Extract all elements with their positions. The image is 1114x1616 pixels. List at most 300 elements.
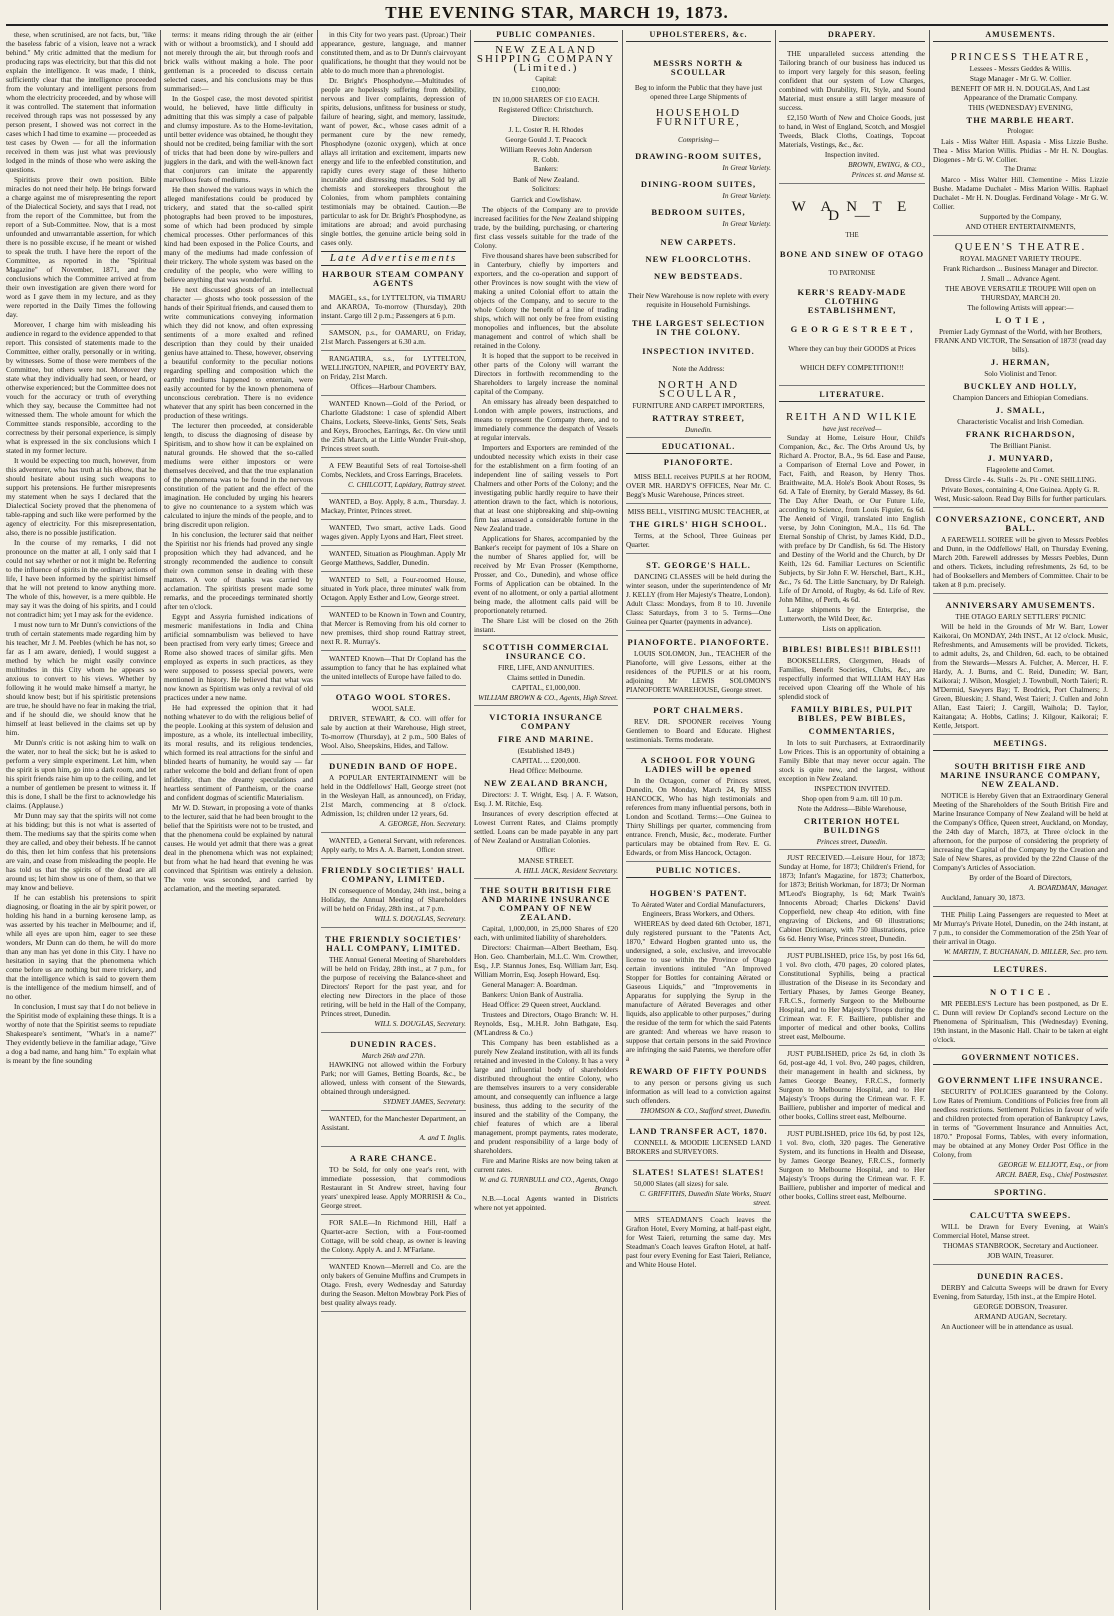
ad-heading: QUEEN'S THEATRE. — [954, 241, 1087, 253]
cast-list: Lais - Miss Walter Hill. Aspasia - Miss Lizzie Bushe. Thea - Miss Marion Willis. Phidias - Mr H. N. Douglas. Diogenes - Mr G. W. Collier. — [933, 137, 1108, 164]
directors-line: George Gould J. T. Peacock — [505, 135, 587, 144]
masthead-title: THE EVENING STAR, MARCH 19, 1873. — [385, 3, 729, 22]
ad-text: This Company has been established as a purely New Zealand institution, with all its funds retained and invested in the Colony. It has a very large and influential body of shareholders distributed throughout the entire Colony, who are themselves insurers to a very considerable amount, and consequently can influence a large business, thus adding to the security of the insured and the stability of the Company, the chief features of which are a liberal management, prompt payments, rates moderate, and prudent responsibility of a large body of shareholders. — [474, 1038, 618, 1155]
ad-text: MAGEL, s.s., for LYTTELTON, via TIMARU and AKAROA, To-morrow (Thursday), 20th instant. Cargo till 2 p.m.; Passengers at 6 p.m. — [321, 293, 466, 320]
label: Capital: — [535, 76, 557, 83]
ad-text: TO be Sold, for only one year's rent, with immediate possession, that commodious Restaurant in St Andrew street, having four years' unexpired lease. Apply MORRISH & Co., George street. — [321, 1165, 466, 1210]
ad-text: Auckland, January 30, 1873. — [941, 893, 1025, 902]
product-line: DINING-ROOM SUITES, — [640, 179, 757, 189]
ad-heading: PRINCESS THEATRE, — [950, 51, 1091, 63]
column-5-upholsterers-education-notices — [626, 30, 771, 1610]
ad-text: JUST PUBLISHED, price 10s 6d, by post 12s, 1 vol. 8vo, cloth, 320 pages. The Generative System, and its functions in Health and Disease, by James George Beaney, F.R.C.S., formerly Surgeon to Melbourne Hospital, and to Her Majesty's Troops during the Crimean war. F. F. Bailliere, publisher and importer of medical and other books, Collins street east, Melbourne. — [779, 1129, 925, 1201]
ad-text: AND OTHER ENTERTAINMENTS, — [965, 222, 1076, 231]
article-paragraph: Mr Dunn's critic is not asking him to walk on the water, nor to heal the sick; but he is asked to perform a very simple experiment. Let him, when the spirit is upon him, go into a dark room, and let his spirit friends raise him up to the ceiling, and let a number of gentlemen be present to witness it. If this is done, I shall be the first to acknowledge his claims. (Applause.) — [6, 738, 156, 810]
ad-text: Lists on application. — [822, 624, 882, 633]
ad-text: Offices—Harbour Chambers. — [350, 382, 437, 391]
ad-text: Princes street, Dunedin. — [816, 837, 888, 846]
capital-value: £100,000: — [531, 85, 561, 94]
ad-text: Champion Dancers and Ethiopian Comedians. — [952, 393, 1089, 402]
ad-text: Supported by the Company, — [979, 212, 1062, 221]
advertisement — [933, 46, 1108, 236]
section-heading: AMUSEMENTS. — [933, 30, 1108, 42]
ad-text: In lots to suit Purchasers, at Extraordinarily Low Prices. This is an opportunity of obtaining a Family Bible that may never occur again. The stock is quite new, and the largest, without exception in New Zealand. — [779, 738, 925, 783]
ad-heading: NEW ZEALAND SHIPPING COMPANY (Limited.) — [476, 44, 616, 74]
ad-text: WANTED, a Boy. Apply, 8 a.m., Thursday. J. Mackay, Printer, Princes street. — [321, 497, 466, 515]
advertisement — [321, 686, 466, 755]
ad-text: Solo Violinist and Tenor. — [984, 369, 1057, 378]
ad-heading: FAMILY BIBLES, PULPIT BIBLES, PEW BIBLES, — [791, 704, 913, 723]
ad-text: Shop open from 9 a.m. till 10 p.m. — [801, 794, 903, 803]
advertisement — [933, 1204, 1108, 1265]
column-4-public-companies — [474, 30, 618, 1610]
ad-heading: HARBOUR STEAM COMPANY AGENTS — [322, 269, 465, 288]
ad-text: Their New Warehouse is now replete with every requisite in Household Furnishings. — [628, 291, 769, 309]
masthead-rule — [6, 24, 1108, 26]
ad-text: MANSE STREET. — [518, 856, 574, 865]
advertisement — [474, 706, 618, 879]
column-divider — [929, 30, 930, 1610]
ad-subheading: NEW ZEALAND BRANCH, — [484, 778, 608, 788]
ad-text: Where they can buy their GOODS at Prices — [788, 344, 916, 353]
ad-text: In the Octagon, corner of Princes street, Dunedin, On Monday, March 24, By MISS HANCOCK, Who has high testimonials and references from many influential persons, both in London and Scotland. Terms:—One Guinea to Thirty Shillings per quarter, commencing from entrance. French, Music, &c., moderate. Further particulars may be obtained from Rev. E. G. Edwards, or from Miss Hancock, Octagon. — [626, 776, 771, 857]
ad-heading: INSPECTION INVITED. — [642, 346, 755, 356]
ad-text: Five thousand shares have been subscribed for in Canterbury, chiefly by importers and exporters, and the co-operation and support of other Provinces is now sought with the view of making a united Colonial effort to attain the objects of the Company, and to secure to the whole Colony the benefit of a line of trading ships, which will not only be free from existing monopolies and influences, but the absolute management and control of which shall be retained in the Colony. — [474, 251, 618, 350]
ad-heading: DUNEDIN RACES. — [350, 1039, 437, 1049]
ad-text: By order of the Board of Directors, — [969, 873, 1072, 882]
ad-heading: GOVERNMENT LIFE INSURANCE. — [937, 1075, 1104, 1085]
ad-text: The Share List will be closed on the 26th instant. — [474, 616, 618, 634]
ad-text: The following Artists will appear:— — [967, 303, 1074, 312]
ad-text: HAWKING not allowed within the Forbury Park; nor will Games, Betting Boards, &c., be allowed, unless with consent of the Stewards, obtained through undersigned. — [321, 1060, 466, 1096]
performer-name: FRANK RICHARDSON, — [965, 429, 1076, 439]
solicitors-text: Garrick and Cowlishaw. — [510, 195, 582, 204]
ad-text: Will be held in the Grounds of Mr W. Barr, Lower Kaikorai, On MONDAY, 24th INST., At 12 o'clock. Music, Refreshments, and Amusements will be provided. Tickets, to admit adults, 2s, and Children, 6d. each, to be obtained from the Stewards—Messrs A. Fulcher, A. Mercer, H. F. Hardy, A. J. Burns, and C. Reid, Dunedin; W. Barr, Kaikorai; J. Wilson, Mosgiel; J. Townbull, North Taieri; R. M'Dermid, Sawyers Bay; T. Brodrick, Port Chalmers; J. Green, Blueskin; J. Shand, West Taieri; J. Cullen and John Allan, East Taieri; J. Cargill, Waihola; D. Taylor, Kaitangata; A. Hobbs, Catlins; J. Kilgour, Kaikorai; F. Kettle, Jetsport. — [933, 622, 1108, 730]
section-heading: SPORTING. — [933, 1188, 1108, 1200]
ad-heading: PIANOFORTE. — [663, 457, 734, 467]
advertisement — [933, 981, 1108, 1049]
advertisement — [474, 879, 618, 1216]
ad-text: MRS STEADMAN'S Coach leaves the Grafton Hotel, Every Morning, at half-past eight, for West Taieri, returning the same day. Mrs Steadman's Coach leaves Grafton Hotel, at half-past four every Evening for East Taieri, Reliance, and White House Hotel. — [626, 1215, 771, 1269]
product-line: NEW FLOORCLOTHS. — [645, 254, 752, 264]
ad-heading: SCOTTISH COMMERCIAL INSURANCE CO. — [482, 642, 610, 661]
ad-text: 50,000 Slates (all sizes) for sale. — [634, 1179, 729, 1188]
advertisement — [321, 651, 466, 686]
advertisement — [321, 458, 466, 494]
article-paragraph: Moreover, I charge him with misleading his audience in regard to the evidence appended to that report. This consisted of statements made to the Committee, either orally, personally or in writing, by witnesses. Some of those were members of the Committee, but others were not. Moreover they state what they individually had seen, or heard, or otherwise experienced; but the Committee does not vouch for the accuracy or truth of everything which they say, because the Committee had not witnessed them. The whole amount for which the Committee stands responsible, according to the correctness by their personal experience, is simply what is expressed in the six conclusions which I stated in my former lecture. — [6, 320, 156, 455]
article-paragraph: It would be expecting too much, however, from this adventurer, who has truth at his elbow, that he should hesitate about using such weapons to support his pretensions. He further misrepresents my statement when he says I declared that the Dialectical Society proved that the phenomena of table-rapping and such like were performed by the agency of electricity. For this misrepresentation, also, there is no possible justification. — [6, 456, 156, 537]
ad-text: MISS BELL receives PUPILS at her ROOM, OVER MR. HARDY'S OFFICES, Near Mr. C. Begg's Music Warehouse, Princes street. — [626, 472, 771, 499]
advertisement — [933, 1265, 1108, 1335]
ad-heading: ST. GEORGE'S HALL. — [646, 560, 751, 570]
ad-heading: RATTRAY STREET, — [652, 413, 745, 423]
ad-signature: C. CHILCOTT, Lapidary, Rattray street. — [348, 480, 466, 489]
ad-text: A FAREWELL SOIREE will be given to Messrs Peebles and Dunn, in the Oddfellows' Hall, on Thursday Evening, March 20th. Farewell addresses by Messrs Peebles, Dunn and others. Tickets, including refreshments, 2s 6d, to be had of Booksellers and Members of Committee. Chair to be taken at 8 p.m. precisely. — [933, 535, 1108, 589]
advertisement — [321, 1259, 466, 1312]
ad-heading: LAND TRANSFER ACT, 1870. — [629, 1126, 768, 1136]
ad-text: Importers and Exporters are reminded of the undoubted necessity which exists in their case for the establishment on a firm footing of an independent line of sailing vessels to Port Chalmers and other Ports of the Colony; and the investigating public hardly require to have their attention drawn to the fact, which is notorious, that at least one shipbreaking and ship-owning firm has amassed a considerable fortune in the New Zealand trade. — [474, 443, 618, 533]
ad-heading: MESSRS NORTH & SCOULLAR — [653, 58, 744, 77]
ad-text: Stage Manager - Mr G. W. Collier. — [969, 74, 1072, 83]
ad-heading: THE FRIENDLY SOCIETIES' HALL COMPANY, LIMITED. — [325, 934, 462, 953]
ad-text: WANTED, Situation as Ploughman. Apply Mr George Matthews, Saddler, Dunedin. — [321, 549, 466, 567]
advertisement — [933, 594, 1108, 735]
ad-signature: W. MARTIN, T. BUCHANAN, D. MILLER, Sec. pro tem. — [943, 947, 1108, 956]
column-2-lecture-report — [164, 30, 313, 1610]
ad-text: Large shipments by the Enterprise, the Lutterworth, the Wild Deer, &c. — [779, 605, 925, 623]
advertisement — [779, 1126, 925, 1205]
ad-text: Capital, 1,000,000, in 25,000 Shares of £20 each, with unlimited liability of shareholders. — [474, 924, 618, 942]
section-heading: DRAPERY. — [779, 30, 925, 42]
ad-text: WANTED, a General Servant, with references. Apply early, to Mrs A. A. Barnett, London street. — [321, 836, 466, 854]
advertisement — [321, 520, 466, 546]
ad-text: Note the Address—Bible Warehouse, — [797, 804, 907, 813]
ad-text: In Great Variety. — [722, 219, 771, 228]
ad-text: Comprising— — [678, 135, 719, 144]
ad-text: J. Small ... Advance Agent. — [980, 274, 1061, 283]
ad-text: WHEREAS by deed dated 6th October, 1871, duly registered pursuant to the "Patents Act, 1870," Edward Hogben granted unto us, the undersigned, a sole, exclusive, and irrevocable license to use within the Province of Otago certain inventions intituled "An Improved Stopper for Bottles for containing Aërated or Gaseous Liquids," and "Improvements in Apparatus for supplying the Syrup in the manufacture of Aërated Beverages and other liquids, also applicable to other purposes," during the residue of the term for which the said Patents are granted: And whereas we have reason to suppose that certain persons in the said Province are infringing the said Patents, we therefore offer a — [626, 919, 771, 1063]
article-paragraph: Mr Dunn may say that the spirits will not come at his bidding; but this is not what is asserted of them. The mediums say that the spirits come when they are called, and obey their behests. If he cannot do this, then let him confess that his pretensions are vain, and cease from misleading the people. He has told us that the spirits of the dead are all around us; let him show us one of them, so that we may know and believe. — [6, 811, 156, 892]
advertisement — [321, 572, 466, 607]
ad-heading: SLATES! SLATES! SLATES! — [632, 1167, 765, 1177]
shares-text: IN 10,000 SHARES OF £10 EACH. — [492, 95, 600, 104]
ad-text: BENEFIT OF MR H. N. DOUGLAS, And Last Appearance of the Dramatic Company. — [951, 84, 1090, 102]
advertisement — [626, 469, 771, 504]
ad-text: Lessees - Messrs Geddes & Willis. — [969, 64, 1072, 73]
advertisement — [321, 1111, 466, 1147]
ad-text: The Brilliant Pianist. — [989, 441, 1051, 450]
ad-text: MR PEEBLES'S Lecture has been postponed, as Dr E. C. Dunn will review Dr Copland's second Lecture on the Phenomena of Spiritualism, This (Wednesday) Evening, 19th instant, in the Masonic Hall. Chair to be taken at eight o'clock. — [933, 999, 1108, 1044]
advertisement — [933, 236, 1108, 508]
label: Solicitors: — [532, 186, 560, 193]
article-paragraph: The lecturer then proceeded, at considerable length, to discuss the diagnosing of disease by Spiritism, and to show how it can be explained on natural grounds. He showed that the so-called mediums were either impostors or were themselves deceived, and that the true explanation of the phenomena was to be found in the nervous constitution of the patient and the effect of the imagination. He concluded by urging his hearers to give no countenance to a system which was calculated to injure the minds of the people, and to bring discredit upon religion. — [164, 421, 313, 529]
advertisement — [321, 1147, 466, 1215]
ad-text: Dress Circle - 4s. Stalls - 2s. Pit - ONE SHILLING. — [944, 475, 1097, 484]
advertisement — [321, 755, 466, 833]
ad-signature: A. and T. Inglis. — [419, 1133, 466, 1142]
ad-text: THIS (WEDNESDAY) EVENING, — [968, 103, 1073, 112]
performer-name: J. HERMAN, — [990, 357, 1051, 367]
ad-heading: THE GIRLS' HIGH SCHOOL. — [629, 519, 768, 529]
ad-signature: SYDNEY JAMES, Secretary. — [383, 1097, 466, 1106]
column-divider — [317, 30, 318, 1610]
advertisement — [626, 46, 771, 438]
ad-text: SECURITY of POLICIES guaranteed by the Colony. Low Rates of Premium. Conditions of Policies free from all needless restrictions. Settlement Policies in favour of wife and children protected from operation of Bankruptcy Laws, in terms of "Government Insurance and Annuities Act, 1870." Proposal Forms, Tables, with every information, may be obtained at any Money Order Post Office in the Colony, from — [933, 1087, 1108, 1159]
advertisement — [626, 699, 771, 749]
book-list: Sunday at Home, Leisure Hour, Child's Companion, &c., &c. The Orbs Around Us, by Richard A. Proctor, B.A., 9s 6d. Ease and Pause, a Comparison of Eternal Love and Power, in Fact, Faith, and Reason, by Henry Thos. Braithwaite, M.A. Hole's Book About Roses, 9s 6d. A Tale of Eternity, by Gerald Massey, 8s 6d. The Day After Death, or Our Future Life, according to Science, from Louis Figuier, 6s 6d. The Aeneid of Virgil, translated into English verse, by John Conington, M.A., 11s 6d. The Eternal Sonship of Christ, by James Kidd, D.D., with preface by Dr Candlish, 6s 6d. The History and Destiny of the World and the Church, by Dr Keith, 12s 6d. Familiar Lectures on Scientific Subjects, by Sir John F. W. Herschel, Bart., K.H., &c., 7s 6d. The Little Sanctuary, by Dr Raleigh. Life of Dr Arnold, of Rugby, 4s 6d. Life of Rev. John Milne, of Perth, 4s 6d. — [779, 433, 925, 604]
ad-text: NOTICE is Hereby Given that an Extraordinary General Meeting of the Shareholders of the South British Fire and Marine Insurance Company of New Zealand will be held at the Company's Office, Queen street, Auckland, on Monday, the 24th day of March, 1873, at Three o'clock in the afternoon, for the purpose of considering the propriety of increasing the Capital of the Company by the Creation and Sale of New Shares, as provided by the 22nd Clause of the Company's Articles of Association. — [933, 791, 1108, 872]
column-6-drapery-literature — [779, 30, 925, 1610]
ad-signature: JOB WAIN, Treasurer. — [987, 1251, 1054, 1260]
ad-signature: WILL S. DOUGLAS, Secretary. — [374, 1019, 466, 1028]
ad-text: WANTED, Two smart, active Lads. Good wages given. Apply Lyons and Hart, Fleet street. — [321, 523, 466, 541]
ad-text: To Aërated Water and Cordial Manufacturers, Engineers, Brass Workers, and Others. — [631, 900, 766, 918]
advertisement — [321, 396, 466, 458]
section-heading: UPHOLSTERERS, &c. — [626, 30, 771, 42]
ad-heading: G E O R G E S T R E E T , — [790, 324, 914, 334]
ad-signature: Princes st. and Manse st. — [851, 170, 925, 179]
advertisement — [933, 755, 1108, 907]
ad-text: WANTED, for the Manchester Department, an Assistant. — [321, 1114, 466, 1132]
ad-heading: COMMENTARIES, — [808, 726, 896, 736]
advertisement — [626, 554, 771, 631]
advertisement — [321, 351, 466, 396]
ad-text: WANTED Known—Merrell and Co. are the only bakers of Genuine Muffins and Crumpets in Otago. Fresh, every Wednesday and Saturday during the Season. Melton Mowbray Pork Pies of best quality always ready. — [321, 1262, 466, 1307]
ad-heading: CONVERSAZIONE, CONCERT, AND BALL. — [935, 514, 1106, 533]
advertisement — [321, 546, 466, 572]
directors-line: J. L. Coster R. H. Rhodes — [508, 125, 584, 134]
ad-heading: FRIENDLY SOCIETIES' HALL COMPANY, LIMITED. — [321, 865, 466, 884]
bankers-text: Bank of New Zealand. — [512, 175, 580, 184]
ad-heading: ANNIVERSARY AMUSEMENTS. — [945, 600, 1096, 610]
ad-text: FURNITURE AND CARPET IMPORTERS, — [632, 401, 765, 410]
article-paragraph: I must now turn to Mr Dunn's convictions of the truth of certain statements made regarding him by his teacher, Mr J. M. Peebles (which he has not, so far as I am aware, denied), I would suggest a method by which he might easily convince multitudes in this City whom he appears so anxious to convert to his views. Whether by following it he would make himself a martyr, he should know best; but if his spiritistic pretensions are true, he should have no fear in making the trial, and if he should die, we should know that he himself at least believed in the claims set up by him. — [6, 620, 156, 737]
ad-text: Insurances of every description effected at Lowest Current Rates, and Claims promptly settled. Loans can be made payable in any part of New Zealand or Australian Colonies. — [474, 809, 618, 845]
ad-signature: A. GEORGE, Hon. Secretary. — [379, 819, 466, 828]
ad-text: ROYAL MAGNET VARIETY TROUPE. — [959, 254, 1082, 263]
ad-text: to any person or persons giving us such information as will lead to a conviction against such offenders. — [626, 1078, 771, 1105]
advertisement — [321, 1215, 466, 1259]
article-paragraph: terms: it means riding through the air (either with or without a broomstick), and I should add not merely through the air, but through roofs and brick walls without making a hole. The poor gentleman is a proceeded to discuss certain selected cases, and his conclusions may be thus summarised:— — [164, 30, 313, 93]
article-paragraph: Mr W. D. Stewart, in proposing a vote of thanks to the lecturer, said that he had been brought to the belief that the Spiritists were not to be trusted, and that the phenomena could be explained by natural causes. He would yet admit that there was a great deal in the phenomena which was not explained; but from what he had heard that evening he was convinced that Spiritism was entirely a delusion. The vote was seconded, and carried by acclamation, and the meeting separated. — [164, 803, 313, 893]
product-line: NEW CARPETS. — [660, 237, 737, 247]
column-3-late-advertisements — [321, 30, 466, 1610]
ad-heading: REITH AND WILKIE — [786, 411, 918, 423]
ad-text: Inspection invited. — [824, 150, 880, 159]
ad-text: THE Annual General Meeting of Shareholders will be held on Friday, 28th inst., at 7 p.m., for the purpose of receiving the Balance-sheet and Directors' Report for the past year, and for electing new Directors in the place of those retiring, will be held in the Hall of the Company, Princes street, Dunedin. — [321, 955, 466, 1018]
article-paragraph: In the course of my remarks, I did not pronounce on the matter at all, I only said that I could not say whether or not it might be. Referring to the influence of spirits in the ordinary actions of life, I have been informed by the spiritist himself that he will not pretend to know anything more. The whole of this, however, is a mere quibble. He may say it was the doing of his spirits, and I could not contradict him; yet I may ask for the evidence. — [6, 538, 156, 619]
ad-text: WHICH DEFY COMPETITION!!! — [800, 363, 904, 372]
ad-text: LOUIS SOLOMON, Jun., TEACHER of the Pianoforte, will give Lessons, either at the residences of the PUPILS or at his room, adjoining Mr LEWIS SOLOMON'S PIANOFORTE WAREHOUSE, George street. — [626, 649, 771, 694]
advertisement — [779, 184, 925, 386]
label: Directors: — [532, 116, 560, 123]
ad-text: CONNELL & MOODIE LICENSED LAND BROKERS and SURVEYORS. — [626, 1138, 771, 1156]
article-paragraph: In his conclusion, the lecturer said that neither the Spiritist nor his friends had proved any single proposition which they had advanced, and he strongly recommended the audience to consult their own common sense in dealing with these matters. A vote of thanks was carried by acclamation. The spiritists present made some remarks, and the proceedings terminated shortly after ten o'clock. — [164, 530, 313, 611]
advertisement — [779, 850, 925, 948]
ad-heading: BIBLES! BIBLES!! BIBLES!!! — [782, 644, 922, 654]
ad-signature: THOMSON & CO., Stafford street, Dunedin. — [639, 1106, 771, 1115]
ad-text: Directors: J. T. Wright, Esq. | A. F. Watson, Esq. J. M. Ritchie, Esq. — [474, 790, 618, 808]
ad-text: IN consequence of Monday, 24th inst., being a Holiday, the Annual Meeting of Shareholders will be held on Friday, 28th inst., at 7 p.m. — [321, 886, 466, 913]
column-divider — [622, 30, 623, 1610]
ad-signature: WILLIAM BROWN & CO., Agents, High Street. — [478, 693, 618, 702]
column-divider — [160, 30, 161, 1610]
ad-text: WANTED to Sell, a Four-roomed House, situated in York place, three minutes' walk from Octagon. Apply Esther and Low, George street. — [321, 575, 466, 602]
label: Prologue: — [1007, 128, 1034, 135]
product-line: BEDROOM SUITES, — [651, 207, 746, 217]
ad-signature: A. HILL JACK, Resident Secretary. — [515, 866, 618, 875]
section-heading: MEETINGS. — [933, 739, 1108, 751]
section-heading: PUBLIC NOTICES. — [626, 866, 771, 878]
article-paragraph: Dr. Bright's Phosphodyne.—Multitudes of people are hopelessly suffering from debility, nervous and liver complaints, depression of spirits, delusions, unfitness for business or study, failure of hearing, sight, and memory, lassitude, want of power, &c., whose cases admit of a permanent cure by the new remedy, Phosphodyne (ozonic oxygen), which at once allays all irritation and excitement, imparts new energy and life to the enfeebled constitution, and rapidly cures every stage of these hitherto incurable and distressing maladies. Sold by all chemists and storekeepers throughout the Colonies, from whom pamphlets containing testimonials may be obtained. Caution.—Be particular to ask for Dr. Bright's Phosphodyne, as imitations are abroad; and avoid purchasing single bottles, the genuine article being sold in cases only. — [321, 76, 466, 247]
ad-text: The objects of the Company are to provide increased facilities for the New Zealand shipping trade, by the building, purchasing, or chartering first class vessels suitable for the trade of the Colony. — [474, 205, 618, 250]
article-paragraph: in this City for two years past. (Uproar.) Their appearance, gesture, language, and manner constituted them, and as to Dr Dunn's clairvoyant qualifications, he thought that they would not be able to do much more than a phrenologist. — [321, 30, 466, 75]
performer-name: J. SMALL, — [995, 405, 1046, 415]
ad-text: Head Office: 29 Queen street, Auckland. — [482, 1000, 601, 1009]
ad-text: INSPECTION INVITED. — [814, 784, 890, 793]
ad-text: CAPITAL, £1,000,000. — [511, 683, 581, 692]
ad-text: SAMSON, p.s., for OAMARU, on Friday, 21st March. Passengers at 6.30 a.m. — [321, 328, 466, 346]
ad-text: Frank Richardson ... Business Manager and Director. — [943, 264, 1098, 273]
directors-line: R. Cobb. — [532, 155, 560, 164]
article-paragraph: In conclusion, I must say that I do not believe in the Spiritist mode of explaining these things. It is a worthy of note that the Spiritist seems to repudiate Shakespeare's sentiment, "What's in a name?" They evidently believe in the familiar adage, "Give a dog a bad name, and hang him." To explain what is meant by the fine sounding — [6, 1002, 156, 1065]
ad-heading: THE MARBLE HEART. — [966, 115, 1075, 125]
advertisement — [933, 508, 1108, 594]
ad-text: CAPITAL ... £200,000. — [511, 756, 581, 765]
advertisement — [321, 859, 466, 928]
ad-heading: DUNEDIN RACES. — [977, 1271, 1064, 1281]
article-paragraph: Egypt and Assyria furnished indications of mesmeric manifestations in India and China artificial somnambulism was believed to have been practised from very early times; Greece and Rome also showed traces of similar gifts. Men employed as experts in such practices, as they were supposed to possess special powers, were mentioned in history. He believed that what was now known as Spiritism was only a revival of old practices under a new name. — [164, 612, 313, 702]
advertisement — [321, 833, 466, 859]
ad-heading: A RARE CHANCE. — [350, 1153, 437, 1163]
advertisement — [321, 928, 466, 1033]
ad-signature: A. BOARDMAN, Manager. — [1029, 883, 1108, 892]
ad-heading: THE LARGEST SELECTION IN THE COLONY. — [631, 318, 766, 337]
section-heading: LITERATURE. — [779, 390, 925, 402]
ad-text: In Great Variety. — [722, 163, 771, 172]
advertisement — [933, 907, 1108, 961]
performer-name: L O T I E , — [995, 315, 1046, 325]
advertisement — [321, 607, 466, 651]
ad-text: Premier Lady Gymnast of the World, with her Brothers, FRANK AND VICTOR, The Sensation of 1873! (read day bills). — [934, 327, 1107, 354]
ad-text: In Great Variety. — [722, 191, 771, 200]
ad-text: Bankers: Union Bank of Australia. — [482, 990, 584, 999]
ad-heading: NORTH AND SCOULLAR, — [657, 379, 740, 400]
ad-heading: PORT CHALMERS. — [653, 705, 744, 715]
article-paragraph: He then showed the various ways in which the alleged manifestations could be produced by trickery, and stated that the so-called spirit photographs had been proved to be impostures, some of which had been produced by simple chemical processes. Other performances of this kind had been exposed in the Police Courts, and many of the mediums had made confession of their trickery. The whole system was based on the credulity of the people, who were willing to believe anything that was wonderful. — [164, 185, 313, 284]
ad-subheading: FIRE, LIFE, AND ANNUITIES. — [497, 663, 595, 672]
ad-heading: CALCUTTA SWEEPS. — [969, 1210, 1072, 1220]
advertisement — [779, 1046, 925, 1126]
office-text: Registered Office: Christchurch. — [498, 105, 594, 114]
ad-subheading: FIRE AND MARINE. — [497, 734, 595, 744]
ad-text: TO PATRONISE — [828, 270, 876, 277]
ad-heading: BONE AND SINEW OF OTAGO — [779, 249, 925, 259]
ad-text: THE — [845, 232, 859, 239]
advertisement — [626, 1212, 771, 1273]
advertisement — [626, 749, 771, 862]
ad-text: DERBY and Calcutta Sweeps will be drawn for Every Evening, from Saturday, 15th inst., at the Empire Hotel. — [933, 1283, 1108, 1301]
ad-text: RANGATIRA, s.s., for LYTTELTON, WELLINGTON, NAPIER, and POVERTY BAY, on Friday, 21st March. — [321, 354, 466, 381]
article-paragraph: these, when scrutinised, are not facts, but, "like the baseless fabric of a vision, leave not a wrack behind." My critic admitted that the medium for producing raps was electricity, but that this did not explain the intelligence. It was made, I think, sufficiently clear that the intelligence proceeded from the voluntary and intelligent persons from whom the electricity proceeded, and by whose will it was controlled. The statement that information received through raps was not possessed by any person present, I showed was not correct in the cases which I had time to examine — proceeded as test cases by Owen — for all the information received in them was just what was previously lodged in the minds of those who were asking the questions. — [6, 30, 156, 174]
advertisement — [474, 635, 618, 706]
ad-signature: C. GRIFFITHS, Dunedin Slate Works, Stuart street. — [639, 1189, 771, 1207]
label: Office: — [536, 847, 556, 854]
ad-text: Dunedin. — [685, 425, 712, 434]
section-heading: PUBLIC COMPANIES. — [474, 30, 618, 42]
advertisement — [626, 631, 771, 699]
ad-text: have just received— — [822, 424, 882, 433]
ad-text: WANTED to be Known in Town and Country, that Mercer is Removing from his old corner to new premises, third shop round Rattray street, next R. R. Murray's. — [321, 610, 466, 646]
ad-text: THE unparalleled success attending the Tailoring branch of our business has induced us to import very largely for this season, feeling confident that our system of Low Charges, combined with Durability, Fit, Style, and Sound Material, must ensure a still larger measure of success. — [779, 49, 925, 112]
ad-text: JUST PUBLISHED, price 2s 6d, in cloth 3s 6d, post-age 4d, 1 vol. 8vo, 240 pages, children, their management in health and sickness, by James George Beaney, F.R.C.S., formerly Surgeon to Melbourne Hospital, and to Her Majesty's Troops during the Crimean war. F. F. Bailliere, publisher and importer of medical and other books, Collins street east, Melbourne. — [779, 1049, 925, 1121]
ad-text: N.B.—Local Agents wanted in Districts where not yet appointed. — [474, 1194, 618, 1212]
ad-heading: CRITERION HOTEL BUILDINGS — [803, 816, 901, 835]
column-1-lecture-report — [6, 30, 156, 1610]
ad-heading: N O T I C E . — [989, 987, 1052, 997]
ad-signature: GEORGE W. ELLIOTT, Esq., or from — [998, 1160, 1108, 1169]
label: Bankers: — [533, 166, 559, 173]
ad-text: Directors: Chairman—Albert Beetham, Esq. Hon. Geo. Chamberlain, M.L.C. Wm. Crowther, Esq., J.P. Stannus Jones, Esq. William Jarr, Esq. William Morrin, Esq. Joseph Howard, Esq. — [474, 943, 618, 979]
masthead — [0, 0, 1114, 24]
ad-text: Head Office: Melbourne. — [509, 766, 583, 775]
cast-list: Marco - Miss Walter Hill. Clementine - Miss Lizzie Bushe. Madame Duchalet - Miss Marion Willis. Raphael Duchalet - Mr H. N. Douglas. Ferdinand Volage - Mr G. W. Collier. — [933, 175, 1108, 211]
ad-text: Beg to inform the Public that they have just opened three Large Shipments of — [634, 83, 763, 101]
ad-heading: THE SOUTH BRITISH FIRE AND MARINE INSURANCE COMPANY OF NEW ZEALAND. — [480, 885, 612, 922]
ad-text: BOOKSELLERS, Clergymen, Heads of Families, Benefit Societies, Clubs, &c., are respectfully informed that WILLIAM HAY Has received upon Clearing off the Whole of his splendid stock of — [779, 656, 925, 701]
article-paragraph: If he can establish his pretensions to spirit diagnosing, or floating in the air by spirit power, or holding his hand in a burning kerosene lamp, as was asserted by his teacher in Melbourne; and if, while all eyes are upon him, eager to see these wonders, Mr Dunn can do them, he will do more than any man has yet done in this City. I have no hesitation in saying that the phenomena which come before us are nothing but mere trickery, and that the intelligence which is said to govern them is the intelligence of the medium himself, and of no other. — [6, 893, 156, 1001]
advertisement — [779, 948, 925, 1046]
ad-signature: ARCH. BAER, Esq., Chief Postmaster. — [995, 1170, 1108, 1179]
advertisement — [779, 46, 925, 184]
ad-text: Claims settled in Dunedin. — [507, 673, 585, 682]
section-heading: EDUCATIONAL. — [626, 442, 771, 454]
ad-text: THE Philip Laing Passengers are requested to Meet at Mr Murray's Private Hotel, Dunedin, on the 24th instant, at 7 p.m., to consider the Commemoration of the 25th Year of their arrival in Otago. — [933, 910, 1108, 946]
article-paragraph: Spiritists prove their own position. Bible miracles do not need their help. He brings forward a charge against me of misrepresenting the report of the Dialectical Society, and says that I read, not from the report of the Committee, but from the report of a Sub-Committee. Now, that is a most unfounded and unwarrantable assertion, for which there is no possible excuse, if he meant or wished to speak the truth. I have here the report of the Committee, as reported in the "Spiritual Magazine" of November, 1871, and the conclusions which the Committee arrived at from their own investigation are given there word for word as I gave them in my lecture, and as they were reported in the Daily Times the following day. — [6, 175, 156, 319]
ad-heading: OTAGO WOOL STORES. — [335, 692, 452, 702]
ad-text: WANTED Known—Gold of the Period, or Charlotte Gladstone: 1 case of splendid Albert Chains, Lockets, Sleeve-links, Gents' Sets, Seals and Keys, Brooches, Earrings, &c. On view until the 25th March, at the Little Wonder Fruit-shop, Princes street south. — [321, 399, 466, 453]
ad-signature: GEORGE DOBSON, Treasurer. — [973, 1302, 1068, 1311]
advertisement — [321, 1033, 466, 1111]
advertisement — [626, 882, 771, 1120]
ad-text: £2,150 Worth of New and Choice Goods, just to hand, in West of England, Scotch, and Mosgiel Tweeds, Black Cloths, Coatings, Topcoat Materials, Vestings, &c., &c. — [779, 113, 925, 149]
performer-name: J. MUNYARD, — [987, 453, 1054, 463]
ad-text: JUST PUBLISHED, price 15s, by post 16s 6d, 1 vol. 8vo cloth, 470 pages, 20 colored plates, Constitutional Syphilis, being a practical illustration of the Disease in its Secondary and Tertiary Phases, by James George Beaney, F.R.C.S., formerly Surgeon to the Melbourne Hospital, and to Her Majesty's Troops during the Crimean war. F. F. Bailliere, publisher and importer of medical and other books, Collins street east, Melbourne. — [779, 951, 925, 1041]
directors-line: William Reeves John Anderson — [500, 145, 592, 154]
product-line: DRAWING-ROOM SUITES, — [635, 151, 762, 161]
advertisement — [626, 504, 771, 554]
ad-text: Fire and Marine Risks are now being taken at current rates. — [474, 1156, 618, 1174]
ad-heading: HOUSEHOLD FURNITURE, — [655, 107, 742, 128]
column-divider — [775, 30, 776, 1610]
ad-heading: DUNEDIN BAND OF HOPE. — [329, 761, 458, 771]
performer-name: BUCKLEY AND HOLLY, — [963, 381, 1078, 391]
ad-text: REV. DR. SPOONER receives Young Gentlemen to Board and Educate. Highest testimonials. Terms moderate. — [626, 717, 771, 744]
advertisement — [321, 290, 466, 325]
ad-text: A FEW Beautiful Sets of real Tortoise-shell Combs, Necklets, and Cross Earrings, Bracelets. — [321, 461, 466, 479]
ad-text: JUST RECEIVED.—Leisure Hour, for 1873; Sunday at Home, for 1873; Children's Friend, for 1873; Infant's Magazine, for 1873; Chatterbox, for 1873; British Workman, for 1873; Dr Norman M'Leod's Biography, 1s 6d; Mark Twain's Innocents Abroad; Charles Dickens' David Copperfield, new cheap 4to edition, with fine engraving of Dickens, and 60 illustrations; Cabinet Dictionary, with 750 illustrations, price 6s 6d. Henry Wise, Princes street, Dunedin. — [779, 853, 925, 943]
ad-heading: REWARD OF FIFTY POUNDS — [629, 1066, 768, 1076]
ad-text: An Auctioneer will be in attendance as usual. — [941, 1322, 1074, 1331]
ad-signature: THOMAS STANBROOK, Secretary and Auctioneer. — [942, 1241, 1099, 1250]
advertisement — [321, 325, 466, 351]
ad-text: A POPULAR ENTERTAINMENT will be held in the Oddfellows' Hall, George street (not in the Wesleyan Hall, as announced), on Friday, 21st March, commencing at 8 o'clock. Admission, 1s; children under 12 years, 6d. — [321, 773, 466, 818]
ad-subheading: March 26th and 27th. — [361, 1051, 426, 1060]
column-divider — [470, 30, 471, 1610]
ad-text: It is hoped that the support to be received in other parts of the Colony will warrant the Directors in forthwith recommending to the Shareholders to largely increase the nominal capital of the Company. — [474, 351, 618, 396]
ad-text: WILL be Drawn for Every Evening, at Wain's Commercial Hotel, Manse street. — [933, 1222, 1108, 1240]
ad-text: Note the Address: — [672, 364, 725, 373]
ad-text: General Manager: A. Boardman. — [482, 980, 578, 989]
ad-text: Private Boxes, containing 4, One Guinea. Apply G. R. West, Music-saloon. Read Day Bills for further particulars. — [934, 485, 1107, 503]
ad-heading: KERR'S READY-MADE CLOTHING ESTABLISHMENT, — [797, 287, 907, 315]
ad-signature: ARMAND AUGAN, Secretary. — [974, 1312, 1067, 1321]
ad-heading: VICTORIA INSURANCE COMPANY — [489, 712, 603, 731]
advertisement — [626, 1120, 771, 1161]
product-line: NEW BEDSTEADS. — [654, 271, 743, 281]
ad-heading: SOUTH BRITISH FIRE AND MARINE INSURANCE COMPANY, NEW ZEALAND. — [940, 761, 1101, 789]
ad-text: Flageolette and Cornet. — [986, 465, 1055, 474]
ad-text: THE ABOVE VERSATILE TROUPE Will open on THURSDAY, MARCH 20. — [945, 284, 1096, 302]
ad-text: WANTED Known—That Dr Copland has the assumption to fancy that he has explained what the united intellects of Europe have failed to do. — [321, 654, 466, 681]
advertisement — [779, 638, 925, 850]
advertisement — [779, 406, 925, 638]
ad-text: Characteristic Vocalist and Irish Comedian. — [957, 417, 1084, 426]
advertisement — [626, 1161, 771, 1212]
ad-subheading: THE OTAGO EARLY SETTLERS' PICNIC — [955, 612, 1086, 621]
ad-text: FOR SALE—In Richmond Hill, Half a Quarter-acre Section, with a Four-roomed Cottage, will be sold cheap, as owner is leaving the Colony. Apply A. and J. M'Farlane. — [321, 1218, 466, 1254]
ad-signature: WILL S. DOUGLAS, Secretary. — [374, 914, 466, 923]
article-paragraph: He next discussed ghosts of an intellectual character — ghosts who took possession of the hands of their Spiritual friends, and caused them to write communications conveying information which they did not know, and often expressing sentiments of a more exalted and refined description than they could by their unaided genius have attained to. These, however, observing a beautiful conformity to the peculiar notions regarding spelling and composition which the earthly mediums happened to entertain, were easily accounted for by the known phenomena of unconscious cerebration. There is no evidence whatever that any spirit has been concerned in the production of these writings. — [164, 285, 313, 420]
